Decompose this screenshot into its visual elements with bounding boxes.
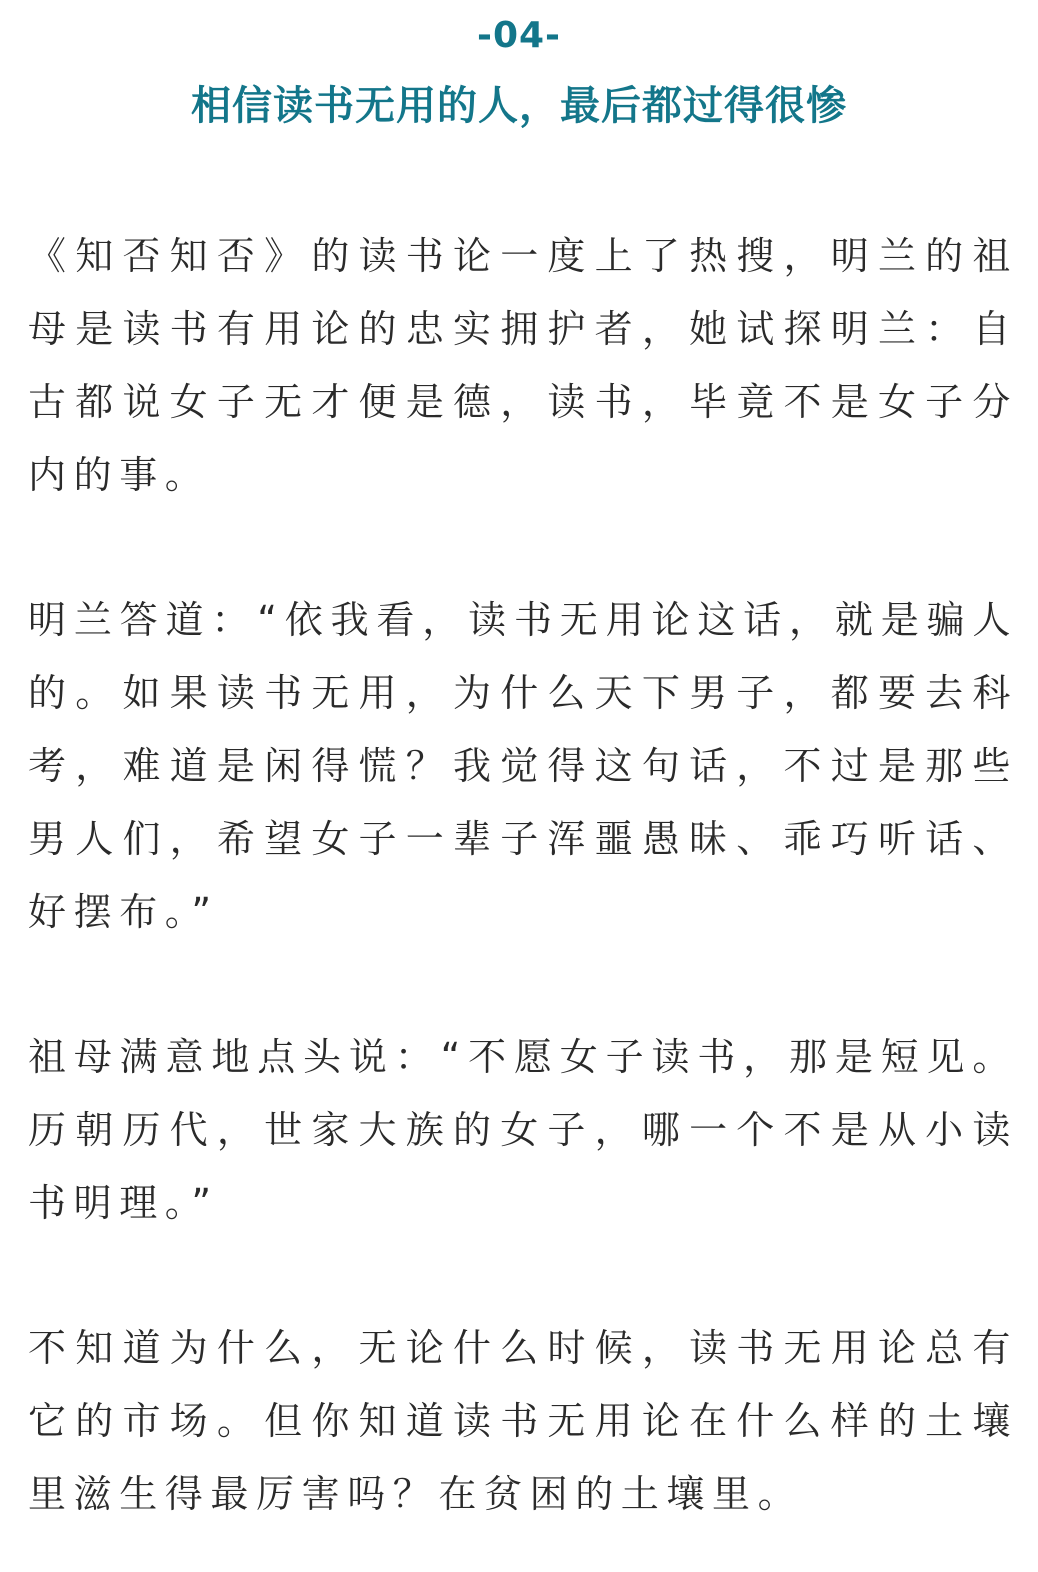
section-title: 相信读书无用的人，最后都过得很惨 — [191, 83, 847, 129]
paragraph: 《知否知否》的读书论一度上了热搜，明兰的祖母是读书有用论的忠实拥护者，她试探明兰：自古都说女子无才便是德，读书，毕竟不是女子分内的事。 — [28, 234, 1018, 497]
paragraph: 祖母满意地点头说：“不愿女子读书，那是短见。历朝历代，世家大族的女子，哪一个不是从小读书明理。” — [28, 1035, 1018, 1225]
paragraph: 不知道为什么，无论什么时候，读书无用论总有它的市场。但你知道读书无用论在什么样的土壤里滋生得最厉害吗？在贫困的土壤里。 — [28, 1326, 1018, 1516]
section-number: -04- — [477, 15, 561, 56]
article-body — [28, 220, 1018, 1531]
paragraph: 明兰答道：“依我看，读书无用论这话，就是骗人的。如果读书无用，为什么天下男子，都要去科考，难道是闲得慌？我觉得这句话，不过是那些男人们，希望女子一辈子浑噩愚昧、乖巧听话、好摆布。” — [28, 598, 1018, 934]
